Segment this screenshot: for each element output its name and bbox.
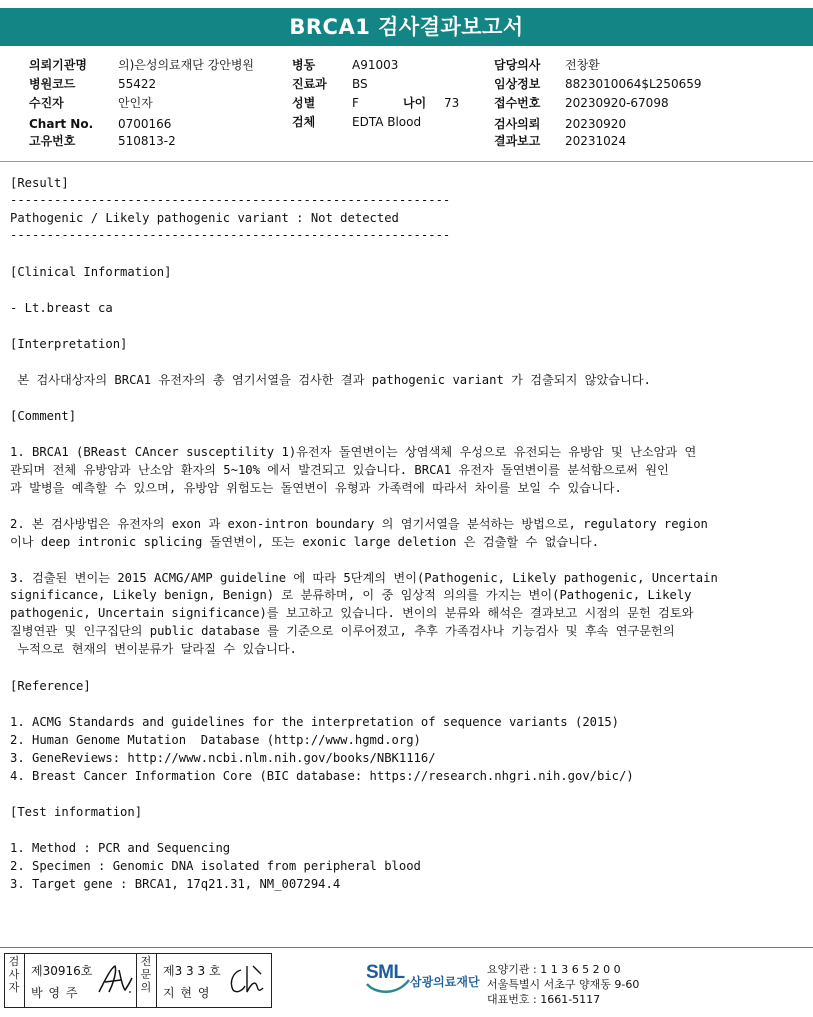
header-value-receipt-number: 20230920-67098: [565, 96, 669, 110]
reference-item: 3. GeneReviews: http://www.ncbi.nlm.nih.gov/books/NBK1116/: [10, 751, 436, 765]
header-label-clinical-info: 임상정보: [494, 77, 541, 91]
header-label-sex: 성별: [292, 96, 316, 110]
inspector-signature-image: [95, 962, 135, 998]
dash-divider: ------------------------------------------------------------: [10, 228, 451, 242]
comment-3-line: 누적으로 현재의 변이분류가 달라질 수 있습니다.: [10, 642, 297, 656]
header-label-ward: 병동: [292, 58, 316, 72]
reviewer-name: 지 현 영: [163, 986, 211, 1000]
test-info-item: 2. Specimen : Genomic DNA isolated from peripheral blood: [10, 859, 421, 873]
header-value-department: BS: [352, 77, 368, 91]
comment-1-line: 과 발병을 예측할 수 있으며, 유방암 위험도는 돌연변이 유형과 가족력에 따라서 차이를 보일 수 있습니다.: [10, 481, 622, 495]
header-value-ward: A91003: [352, 58, 399, 72]
interpretation-text: 본 검사대상자의 BRCA1 유전자의 총 염기서열을 검사한 결과 pathogenic variant 가 검출되지 않았습니다.: [10, 373, 651, 387]
header-value-age: 73: [444, 96, 460, 110]
header-value-requesting-institution: 의)은성의료재단 강안병원: [118, 58, 255, 72]
comment-3-line: significance, Likely benign, Benign) 로 분류하며, 이 중 임상적 의의를 가지는 변이(Pathogenic, Likely: [10, 588, 692, 602]
comment-1-line: 관되며 전체 유방암과 난소암 환자의 5~10% 에서 발견되고 있습니다. BRCA1 유전자 돌연변이를 분석함으로써 원인: [10, 463, 669, 477]
header-label-department: 진료과: [292, 77, 327, 91]
header-label-specimen: 검체: [292, 115, 316, 129]
inspector-label: 검사자: [8, 955, 20, 994]
logo-text: SML: [366, 962, 405, 983]
header-label-receipt-number: 접수번호: [494, 96, 541, 110]
comment-2-line: 이나 deep intronic splicing 돌연변이, 또는 exonic large deletion 은 검출할 수 없습니다.: [10, 535, 600, 549]
signature-column-divider: [156, 954, 157, 1007]
signature-column-divider: [24, 954, 25, 1007]
header-label-unique-number: 고유번호: [29, 134, 76, 148]
header-label-request-date: 검사의뢰: [494, 117, 541, 131]
header-value-chart-no: 0700166: [118, 117, 172, 131]
institution-code: 요양기관 : 1 1 3 6 5 2 0 0: [487, 963, 621, 976]
header-divider: [0, 161, 813, 162]
sml-logo: [365, 960, 410, 1000]
clinical-heading: [Clinical Information]: [10, 265, 172, 279]
header-label-age: 나이: [403, 96, 427, 110]
header-label-requesting-institution: 의뢰기관명: [29, 58, 87, 72]
header-label-chart-no: Chart No.: [29, 117, 94, 131]
institution-phone: 대표번호 : 1661-5117: [487, 993, 601, 1006]
header-value-hospital-code: 55422: [118, 77, 157, 91]
clinical-text: - Lt.breast ca: [10, 301, 113, 315]
result-heading: [Result]: [10, 176, 69, 190]
header-value-request-date: 20230920: [565, 117, 627, 131]
header-value-sex: F: [352, 96, 359, 110]
test-info-item: 1. Method : PCR and Sequencing: [10, 841, 231, 855]
institution-address: 서울특별시 서초구 양재동 9-60: [487, 978, 640, 991]
header-value-unique-number: 510813-2: [118, 134, 176, 148]
result-text: Pathogenic / Likely pathogenic variant : Not detected: [10, 211, 399, 225]
header-value-report-date: 20231024: [565, 134, 627, 148]
comment-heading: [Comment]: [10, 409, 77, 423]
header-label-physician: 담당의사: [494, 58, 541, 72]
organization-name: 삼광의료재단: [410, 975, 480, 989]
test-info-heading: [Test information]: [10, 805, 143, 819]
header-value-specimen: EDTA Blood: [352, 115, 422, 129]
interpretation-heading: [Interpretation]: [10, 337, 128, 351]
report-title: BRCA1 검사결과보고서: [0, 8, 813, 46]
reference-heading: [Reference]: [10, 679, 91, 693]
comment-1-line: 1. BRCA1 (BReast CAncer susceptility 1)유전자 돌연변이는 상염색체 우성으로 유전되는 유방암 및 난소암과 연: [10, 445, 697, 459]
test-info-item: 3. Target gene : BRCA1, 17q21.31, NM_007294.4: [10, 877, 341, 891]
signature-box: [4, 953, 272, 1008]
inspector-name: 박 영 주: [31, 986, 79, 1000]
reviewer-signature-image: [225, 962, 269, 998]
footer-divider: [0, 947, 813, 948]
reviewer-id: 제3 3 3 호: [163, 964, 221, 978]
comment-3-line: 질병연관 및 인구집단의 public database 를 기준으로 이루어졌고, 추후 가족검사나 기능검사 및 후속 연구문헌의: [10, 624, 675, 638]
header-value-clinical-info: 8823010064$L250659: [565, 77, 702, 91]
comment-3-line: 3. 검출된 변이는 2015 ACMG/AMP guideline 에 따라 5단계의 변이(Pathogenic, Likely pathogenic, Uncertain: [10, 571, 718, 585]
reference-item: 1. ACMG Standards and guidelines for the interpretation of sequence variants (2015): [10, 715, 620, 729]
header-label-hospital-code: 병원코드: [29, 77, 76, 91]
reference-item: 4. Breast Cancer Information Core (BIC database: https://research.nhgri.nih.gov/bic/): [10, 769, 634, 783]
reviewer-label: 전문의: [140, 955, 152, 994]
comment-2-line: 2. 본 검사방법은 유전자의 exon 과 exon-intron boundary 의 염기서열을 분석하는 방법으로, regulatory region: [10, 517, 708, 531]
inspector-id: 제30916호: [31, 964, 93, 978]
dash-divider: ------------------------------------------------------------: [10, 193, 451, 207]
header-label-patient: 수진자: [29, 96, 64, 110]
header-label-report-date: 결과보고: [494, 134, 541, 148]
header-value-physician: 전창환: [565, 58, 600, 72]
comment-3-line: pathogenic, Uncertain significance)를 보고하고 있습니다. 변이의 분류와 해석은 결과보고 시점의 문헌 검토와: [10, 606, 694, 620]
header-value-patient: 안인자: [118, 96, 153, 110]
reference-item: 2. Human Genome Mutation Database (http://www.hgmd.org): [10, 733, 421, 747]
